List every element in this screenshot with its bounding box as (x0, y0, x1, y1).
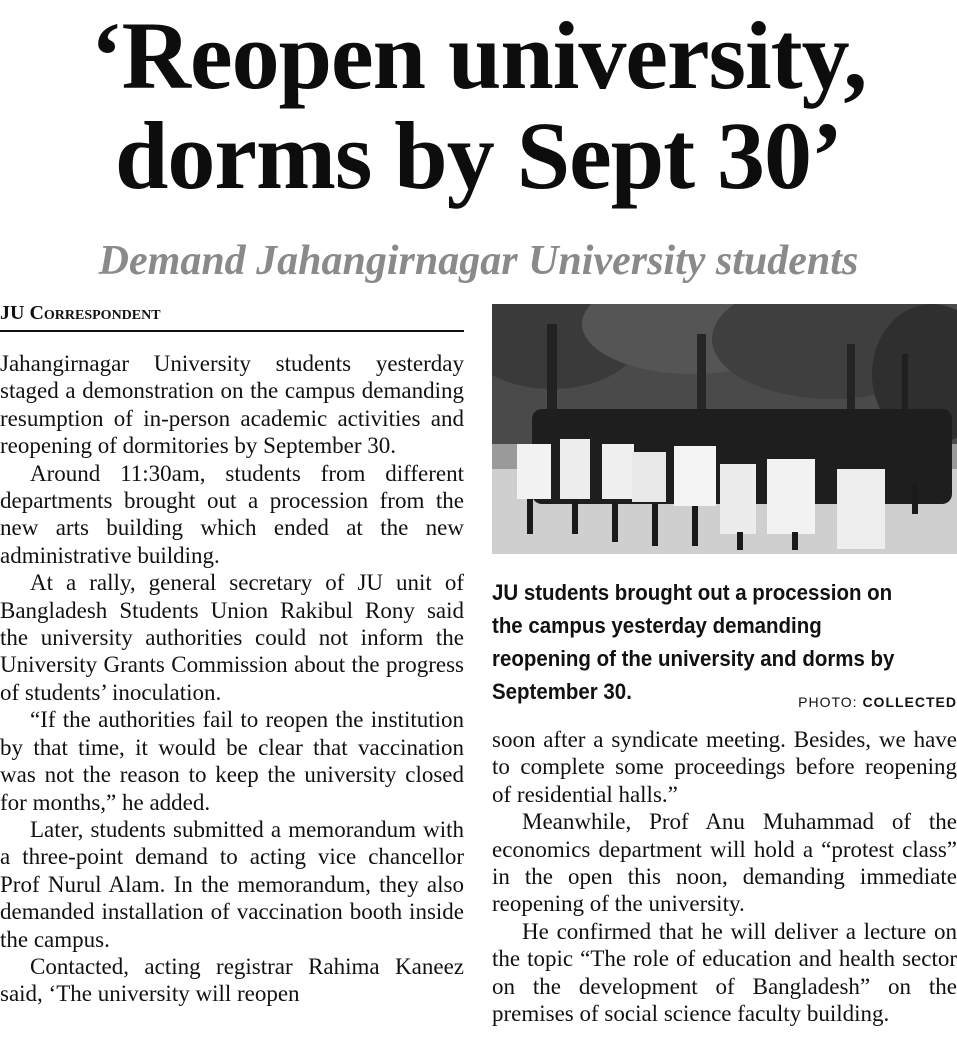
paragraph: Around 11:30am, students from different departments brought out a procession from the new arts building which ended at the new administrative building. (0, 460, 464, 568)
article-column-right (492, 726, 957, 1027)
paragraph: Jahangirnagar University students yesterday staged a demonstration on the campus demanding resumption of in-person academic activities and reopening of dormitories by September 30. (0, 351, 464, 459)
paragraph: Later, students submitted a memorandum with a three-point demand to acting vice chancellor Prof Nurul Alam. In the memorandum, they also demanded installation of vaccination booth inside the campus. (0, 816, 464, 952)
paragraph: Meanwhile, Prof Anu Muhammad of the economics department will hold a “protest class” in the open this noon, demanding immediate reopening of the university. (492, 809, 957, 917)
procession-photo-illustration (492, 304, 957, 554)
paragraph: soon after a syndicate meeting. Besides, we have to complete some proceedings before reopening of residential halls.” (492, 727, 957, 807)
paragraph: He confirmed that he will deliver a lecture on the topic “The role of education and health sector on the development of Bangladesh” on the premises of social science faculty building. (492, 918, 957, 1027)
news-photo (492, 304, 957, 554)
photo-caption: JU students brought out a procession on the campus yesterday demanding reopening of the university and dorms by September 30. (492, 580, 895, 704)
photo-credit-label: PHOTO: (798, 694, 858, 710)
byline: JU Correspondent (0, 302, 464, 332)
headline (0, 2, 957, 209)
headline-line-2: dorms by Sept 30’ (114, 102, 843, 209)
photo-credit-source: COLLECTED (862, 694, 957, 710)
article-column-left (0, 350, 464, 1008)
subheadline: Demand Jahangirnagar University students (98, 238, 859, 284)
paragraph: “If the authorities fail to reopen the institution by that time, it would be clear that vaccination was not the reason to keep the university closed for months,” he added. (0, 707, 464, 815)
photo-credit (798, 694, 957, 710)
headline-line-1: ‘Reopen university, (90, 2, 867, 109)
paragraph: Contacted, acting registrar Rahima Kaneez said, ‘The university will reopen (0, 953, 464, 1007)
paragraph: At a rally, general secretary of JU unit of Bangladesh Students Union Rakibul Rony said the university authorities could not inform the University Grants Commission about the progress of students’ inoculation. (0, 570, 464, 705)
